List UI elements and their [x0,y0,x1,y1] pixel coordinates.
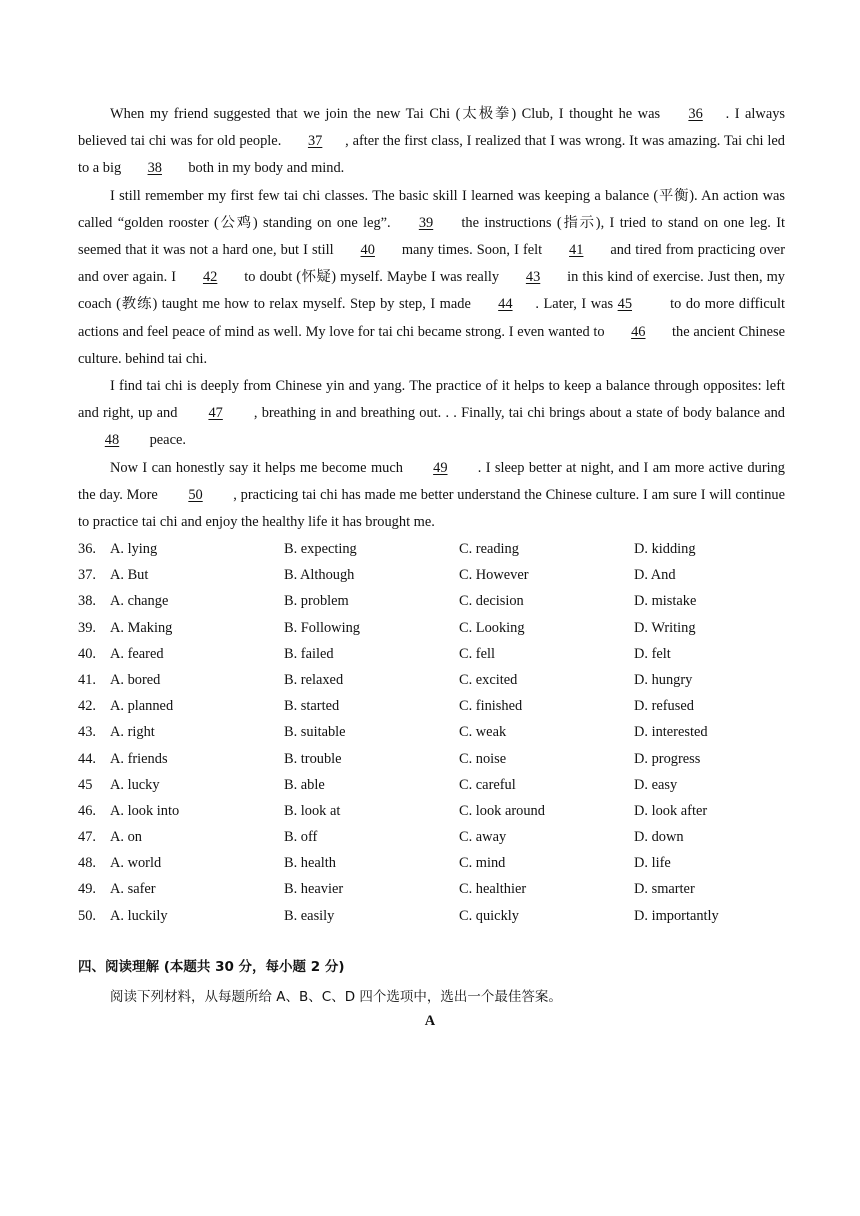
option-c: C. noise [459,750,507,767]
option-b: B. Although [284,567,355,584]
blank-37: 37 [307,133,323,150]
option-b: B. look at [284,802,341,819]
option-a: A. on [110,829,142,846]
option-c: C. However [459,567,529,584]
option-row [78,615,785,641]
option-b: B. suitable [284,724,346,741]
option-a: A. luckily [110,907,168,924]
blank-41: 41 [569,242,584,259]
option-a: A. friends [110,750,168,767]
question-number: 39. [78,619,96,636]
option-c: C. Looking [459,619,525,636]
option-b: B. failed [284,645,334,662]
passage-text: peace. [146,432,186,449]
option-row [78,719,785,745]
option-a: A. look into [110,802,180,819]
question-number: 50. [78,907,96,924]
blank-40: 40 [360,242,375,259]
passage-text: to doubt (怀疑) myself. Maybe I was really [240,269,504,286]
passage-text: . I always believed tai chi was for old people. [78,106,785,150]
option-c: C. careful [459,776,516,793]
option-c: C. weak [459,724,507,741]
question-number: 43. [78,724,96,741]
section-title: 四、阅读理解 (本题共 30 分，每小题 2 分) [78,959,345,975]
question-number: 38. [78,593,96,610]
option-a: A. change [110,593,169,610]
passage-text: When my friend suggested that we join the new Tai Chi (太极拳) Club, I thought he was [110,106,666,122]
option-a: A. safer [110,881,156,898]
question-number: 42. [78,698,96,715]
passage-text: . Later, I was [535,296,618,313]
option-row [78,903,785,929]
blank-48: 48 [104,432,120,449]
blank-42: 42 [202,269,218,286]
question-number: 41. [78,671,96,688]
option-b: B. off [284,829,318,846]
answer-options [78,536,785,929]
option-d: D. importantly [634,907,719,924]
passage-text: . I sleep better at night, and I am more active during the day. More [78,459,785,503]
question-number: 48. [78,855,96,872]
option-b: B. started [284,698,340,715]
passage-text: both in my body and mind. [184,160,345,177]
option-c: C. quickly [459,907,519,924]
option-c: C. healthier [459,881,527,898]
option-c: C. decision [459,593,524,610]
blank-47: 47 [208,405,223,422]
option-row [78,876,785,902]
question-number: 44. [78,750,96,767]
option-row [78,746,785,772]
question-number: 46. [78,802,96,819]
paragraph-4 [78,455,785,537]
option-b: B. able [284,776,325,793]
option-a: A. bored [110,671,161,688]
option-c: C. look around [459,802,545,819]
option-b: B. relaxed [284,671,344,688]
option-d: D. life [634,855,671,872]
option-b: B. expecting [284,541,357,557]
passage-text: I still remember my first few tai chi classes. The basic skill I learned was keeping a balance (平衡). An action was called “golden rooster (公鸡) standing on one leg”. [78,187,785,231]
option-row [78,772,785,798]
cloze-passage [78,101,785,536]
question-number: 47. [78,829,96,846]
option-d: D. refused [634,698,694,715]
blank-46: 46 [631,323,646,340]
option-d: D. look after [634,802,708,819]
question-number: 40. [78,645,96,662]
option-a: A. planned [110,698,174,715]
option-d: D. progress [634,750,701,767]
option-a: A. feared [110,645,164,662]
section-instruction: 阅读下列材料，从每题所给 A、B、C、D 四个选项中，选出一个最佳答案。 [110,989,562,1005]
passage-text: and tired from practicing over and over again. I [78,242,785,286]
option-a: A. Making [110,619,173,636]
option-d: D. down [634,829,684,846]
option-row [78,562,785,588]
option-row [78,641,785,667]
blank-43: 43 [525,269,541,286]
question-number: 45 [78,776,93,793]
option-b: B. heavier [284,881,344,898]
blank-44: 44 [498,296,513,313]
passage-text: I find tai chi is deeply from Chinese yin and yang. The practice of it helps to keep a balance through opposites: left and right, up and [78,378,785,422]
option-d: D. interested [634,724,708,741]
question-number: 49. [78,881,96,898]
option-row [78,798,785,824]
blank-45: 45 [617,296,633,313]
option-d: D. And [634,567,676,584]
option-row [78,667,785,693]
option-c: C. reading [459,541,519,557]
paragraph-1 [78,101,785,183]
option-d: D. Writing [634,619,696,636]
passage-text: , after the first class, I realized that I was wrong. It was amazing. Tai chi led to a big [78,133,785,177]
blank-36: 36 [688,106,703,122]
option-c: C. excited [459,671,518,688]
option-c: C. finished [459,698,523,715]
option-b: B. health [284,855,336,872]
option-a: A. lucky [110,776,160,793]
option-row [78,850,785,876]
passage-text: the ancient Chinese culture. behind tai chi. [78,323,785,367]
paragraph-3 [78,373,785,455]
option-c: C. away [459,829,507,846]
option-c: C. fell [459,645,495,662]
option-d: D. kidding [634,541,696,557]
option-b: B. trouble [284,750,342,767]
option-d: D. mistake [634,593,697,610]
option-row [78,588,785,614]
option-d: D. smarter [634,881,695,898]
blank-49: 49 [433,459,448,476]
passage-text: the instructions (指示), I tried to stand on one leg. It seemed that it was not a hard one, but I still [78,214,785,259]
blank-38: 38 [147,160,162,177]
question-number: 37. [78,567,96,584]
option-a: A. lying [110,541,158,557]
option-c: C. mind [459,855,506,872]
option-row [78,536,785,562]
passage-label: A [424,1013,436,1029]
paragraph-2 [78,183,785,373]
passage-text: , breathing in and breathing out. . . Finally, tai chi brings about a state of body balance and [249,405,785,422]
question-number: 36. [78,541,96,557]
option-d: D. hungry [634,671,693,688]
option-a: A. But [110,567,149,584]
option-a: A. world [110,855,162,872]
option-b: B. easily [284,907,335,924]
passage-text: , practicing tai chi has made me better understand the Chinese culture. I am sure I will continue to practice tai chi and enjoy the healthy life it has brought me. [78,486,785,531]
blank-50: 50 [188,486,203,503]
option-row [78,693,785,719]
passage-text: Now I can honestly say it helps me become much [110,459,408,476]
option-row [78,824,785,850]
option-d: D. felt [634,645,671,662]
passage-text: in this kind of exercise. Just then, my coach (教练) taught me how to relax myself. Step by step, I made [78,269,786,313]
option-b: B. problem [284,593,349,610]
option-b: B. Following [284,619,360,636]
blank-39: 39 [418,214,434,231]
passage-text: to do more difficult actions and feel peace of mind as well. My love for tai chi became strong. I even wanted to [78,296,785,340]
option-d: D. easy [634,776,678,793]
passage-text: many times. Soon, I felt [397,242,547,259]
option-a: A. right [110,724,155,741]
